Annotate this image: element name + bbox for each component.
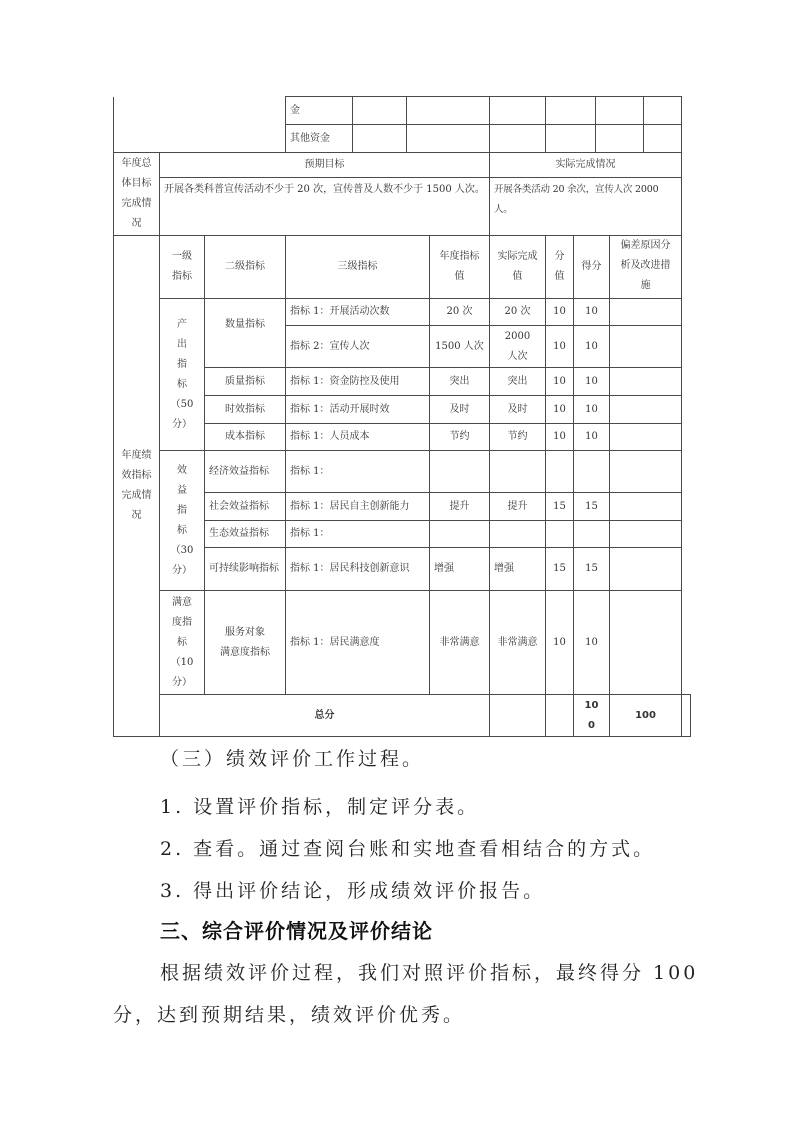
label-line: 分） [172,676,192,688]
cell [353,97,407,125]
level2-cell: 经济效益指标 [205,451,286,493]
level3-cell: 指标 1：资金防控及使用 [286,368,430,396]
performance-label [114,236,160,737]
deviation-cell [610,591,682,695]
expected-goal-text: 开展各类科普宣传活动不少于 20 次，宣传普及人数不少于 1500 人次。 [160,178,490,236]
header-line: 值 [454,271,465,282]
cell [644,125,682,153]
level3-cell: 指标 1：居民满意度 [286,591,430,695]
target-cell: 20 次 [430,299,490,326]
funding-label: 其他资金 [286,125,353,153]
deviation-cell [610,521,682,548]
header-line: 年度指标 [439,251,480,262]
level3-cell: 指标 1： [286,451,430,493]
header-weight [546,236,574,299]
value-line: 0 [588,719,595,731]
conclusion-text: 分，达到预期结果，绩效评价优秀。 [113,1004,466,1026]
total-row [114,695,691,737]
funding-table [113,96,682,153]
table-row [114,591,691,695]
label-line: 服务对象 [225,626,265,638]
deviation-cell [610,326,682,368]
deviation-cell [610,424,682,451]
header-line: 施 [640,280,651,291]
score-cell: 10 [574,299,610,326]
weight-cell: 15 [546,493,574,521]
actual-cell: 2000 人次 [490,326,546,368]
level2-cell: 数量指标 [205,299,286,368]
level1-benefit [160,451,205,591]
level2-cell: 质量指标 [205,368,286,396]
total-weight [574,695,610,737]
score-cell [574,521,610,548]
level2-cell [205,591,286,695]
level2-cell: 生态效益指标 [205,521,286,548]
level2-cell: 可持续影响指标 [205,548,286,591]
header-line: 值 [554,271,565,282]
score-cell: 15 [574,548,610,591]
value-line: 10 [584,699,599,711]
target-cell: 增强 [430,548,490,591]
target-cell [430,521,490,548]
actual-result-text: 开展各类活动 20 余次，宣传人次 2000 人。 [490,178,682,236]
level2-cell: 时效指标 [205,396,286,424]
label-line: 标 [177,636,187,648]
cell [682,695,691,737]
deviation-cell [610,299,682,326]
actual-cell: 突出 [490,368,546,396]
actual-cell: 增强 [490,548,546,591]
actual-cell: 及时 [490,396,546,424]
cell [596,125,644,153]
target-cell: 非常满意 [430,591,490,695]
cell [546,125,596,153]
actual-cell: 提升 [490,493,546,521]
step-item: 1. 设置评价指标，制定评分表。 [160,796,480,818]
table-row [114,451,691,493]
table-row [114,299,691,326]
header-level1 [160,236,205,299]
header-actual-value [490,236,546,299]
deviation-cell [610,493,682,521]
score-cell: 10 [574,396,610,424]
level2-cell: 成本指标 [205,424,286,451]
target-cell: 突出 [430,368,490,396]
level1-satisfaction [160,591,205,695]
weight-cell: 10 [546,299,574,326]
annual-goal-label [114,153,160,236]
header-level2: 二级指标 [205,236,286,299]
label-line: 况 [131,218,142,229]
label-line: 标 [177,524,187,536]
actual-cell: 非常满意 [490,591,546,695]
step-item: 2. 查看。通过查阅台账和实地查看相结合的方式。 [160,838,656,860]
header-score: 得分 [574,236,610,299]
label-line: 体目标 [121,178,152,189]
cell [490,97,546,125]
target-cell: 1500 人次 [430,326,490,368]
weight-cell: 10 [546,396,574,424]
level2-cell: 社会效益指标 [205,493,286,521]
weight-cell: 15 [546,548,574,591]
weight-cell [546,521,574,548]
label-line: 效指标 [121,470,152,481]
header-line: 值 [512,271,523,282]
deviation-cell [610,548,682,591]
label-line: 益 [177,484,187,496]
cell [546,97,596,125]
deviation-cell [610,368,682,396]
header-line: 实际完成 [497,251,538,262]
header-line: 指标 [172,271,192,282]
weight-cell: 10 [546,424,574,451]
header-line: 析及改进措 [620,260,671,271]
funding-label: 金 [286,97,353,125]
score-cell: 10 [574,591,610,695]
actual-cell [490,451,546,493]
deviation-cell [610,451,682,493]
header-annual-target [430,236,490,299]
cell [490,125,546,153]
label-line: 指 [177,504,187,516]
cell [596,97,644,125]
level3-cell: 指标 1：居民科技创新意识 [286,548,430,591]
weight-cell: 10 [546,326,574,368]
performance-table [113,152,691,737]
level3-cell: 指标 1：开展活动次数 [286,299,430,326]
cell [490,695,546,737]
label-line: 完成情 [121,490,152,501]
label-line: 完成情 [121,198,152,209]
cell [353,125,407,153]
target-cell: 节约 [430,424,490,451]
label-line: 产 [177,318,187,330]
header-line: 一级 [172,251,192,262]
blank-cell [114,97,286,153]
total-score: 100 [610,695,682,737]
score-cell: 10 [574,424,610,451]
cell [407,97,490,125]
actual-cell [490,521,546,548]
actual-result-header: 实际完成情况 [490,153,682,178]
subsection-title: （三）绩效评价工作过程。 [160,748,425,770]
label-line: 满意度指标 [220,646,270,658]
cell [644,97,682,125]
cell [407,125,490,153]
label-line: 标 [177,378,187,390]
target-cell [430,451,490,493]
level3-cell: 指标 1：人员成本 [286,424,430,451]
weight-cell: 10 [546,591,574,695]
deviation-cell [610,396,682,424]
label-line: 指 [177,358,187,370]
label-line: 分） [172,418,192,430]
level3-cell: 指标 1： [286,521,430,548]
label-line: （10 [170,656,194,668]
label-line: 分） [172,564,192,576]
header-row [114,236,691,299]
cell [546,695,574,737]
label-line: 满意 [172,596,192,608]
weight-cell [546,451,574,493]
weight-cell: 10 [546,368,574,396]
target-cell: 及时 [430,396,490,424]
score-cell: 10 [574,326,610,368]
step-item: 3. 得出评价结论，形成绩效评价报告。 [160,880,546,902]
score-cell: 15 [574,493,610,521]
label-line: （50 [170,398,194,410]
expected-goal-header: 预期目标 [160,153,490,178]
score-cell: 10 [574,368,610,396]
target-cell: 提升 [430,493,490,521]
label-line: 度指 [172,616,192,628]
header-level3: 三级指标 [286,236,430,299]
label-line: 年度总 [121,158,152,169]
label-line: 况 [131,510,142,521]
funding-row [114,97,682,125]
header-deviation [610,236,682,299]
label-line: 年度绩 [121,450,152,461]
actual-cell: 20 次 [490,299,546,326]
label-line: （30 [170,544,194,556]
conclusion-text: 根据绩效评价过程，我们对照评价指标，最终得分 100 [160,962,699,984]
level3-cell: 指标 2：宣传人次 [286,326,430,368]
header-line: 偏差原因分 [620,240,671,251]
label-line: 效 [177,464,187,476]
section-heading: 三、综合评价情况及评价结论 [160,919,433,943]
label-line: 出 [177,338,187,350]
level1-output [160,299,205,451]
score-cell [574,451,610,493]
actual-cell: 节约 [490,424,546,451]
level3-cell: 指标 1：活动开展时效 [286,396,430,424]
total-label: 总分 [160,695,490,737]
header-line: 分 [554,251,565,262]
level3-cell: 指标 1：居民自主创新能力 [286,493,430,521]
